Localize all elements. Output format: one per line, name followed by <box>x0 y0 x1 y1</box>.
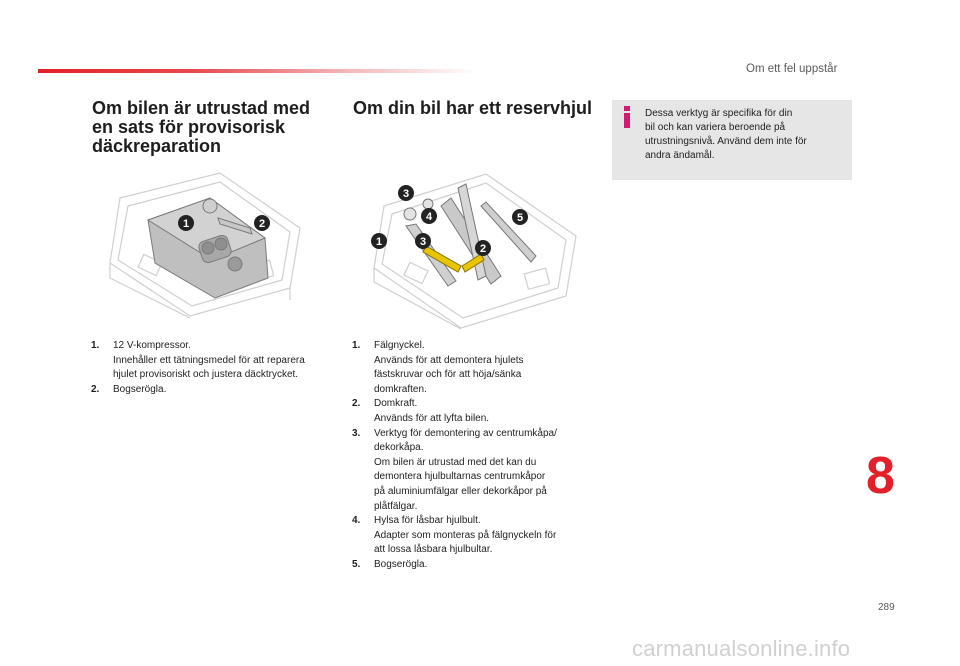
item-line: plåtfälgar. <box>374 500 418 512</box>
note-line: andra ändamål. <box>645 150 715 161</box>
item-line: Om bilen är utrustad med det kan du <box>374 456 537 468</box>
page-number: 289 <box>878 602 895 613</box>
item-line: demontera hjulbultarnas centrumkåpor <box>374 471 546 483</box>
kit-heading-line: däckreparation <box>92 136 222 156</box>
callout-2: 2 <box>479 243 487 255</box>
item-number: 4. <box>352 515 361 527</box>
note-line: utrustningsnivå. Använd dem inte för <box>645 136 807 147</box>
item-line: Bogserögla. <box>374 558 428 570</box>
note-line: bil och kan variera beroende på <box>645 122 786 133</box>
kit-heading <box>92 99 310 156</box>
list-item <box>352 397 597 426</box>
item-line: hjulet provisoriskt och justera däcktrycket. <box>113 369 299 381</box>
item-line: Används för att lyfta bilen. <box>374 412 490 424</box>
list-item <box>352 558 597 573</box>
item-line: dekorkåpa. <box>374 442 424 454</box>
list-item <box>352 427 597 515</box>
kit-list <box>91 339 336 397</box>
spare-wheel-heading: Om din bil har ett reservhjul <box>353 98 593 118</box>
info-note-text <box>645 107 843 163</box>
kit-heading-line: en sats för provisorisk <box>92 117 286 137</box>
callout-3: 3 <box>419 236 427 248</box>
item-line: Används för att demontera hjulets <box>374 354 524 366</box>
item-number: 5. <box>352 558 361 570</box>
chapter-number: 8 <box>866 447 895 505</box>
section-title: Om ett fel uppstår <box>746 63 838 75</box>
header-accent-bar <box>38 69 478 73</box>
item-line: Verktyg för demontering av centrumkåpa/ <box>374 427 557 439</box>
list-item <box>352 339 597 397</box>
watermark: carmanualsonline.info <box>632 636 851 661</box>
item-line: Domkraft. <box>374 398 418 410</box>
item-line: på aluminiumfälgar eller dekorkåpor på <box>374 485 547 497</box>
kit-heading-line: Om bilen är utrustad med <box>92 98 311 118</box>
item-line: Adapter som monteras på fälgnyckeln för <box>374 529 557 541</box>
item-line: Hylsa för låsbar hjulbult. <box>374 515 481 527</box>
callout-1: 1 <box>182 218 190 230</box>
item-line: 12 V-kompressor. <box>113 340 191 351</box>
callout-1: 1 <box>375 236 383 248</box>
callout-5: 5 <box>516 212 524 224</box>
item-line: Innehåller ett tätningsmedel för att reparera <box>113 354 305 366</box>
item-number: 1. <box>91 340 100 351</box>
info-icon <box>620 106 634 128</box>
list-item <box>91 339 336 383</box>
item-number: 2. <box>352 398 361 410</box>
item-line: fästskruvar och för att höja/sänka <box>374 369 522 381</box>
list-item <box>352 514 597 558</box>
spare-wheel-list <box>352 339 597 573</box>
list-item <box>91 383 336 398</box>
item-line: domkraften. <box>374 383 427 395</box>
note-line: Dessa verktyg är specifika för din <box>645 108 793 119</box>
callout-3: 3 <box>402 188 410 200</box>
callout-4: 4 <box>425 211 433 223</box>
item-line: att lossa låsbara hjulbultar. <box>374 544 493 556</box>
item-number: 3. <box>352 427 361 439</box>
item-line: Bogserögla. <box>113 383 167 395</box>
repair-kit-illustration <box>100 168 305 318</box>
callout-2: 2 <box>258 218 266 230</box>
spare-wheel-tools-illustration <box>366 166 581 331</box>
item-number: 1. <box>352 340 361 351</box>
item-number: 2. <box>91 383 100 395</box>
info-note <box>612 100 852 180</box>
item-line: Fälgnyckel. <box>374 340 425 351</box>
